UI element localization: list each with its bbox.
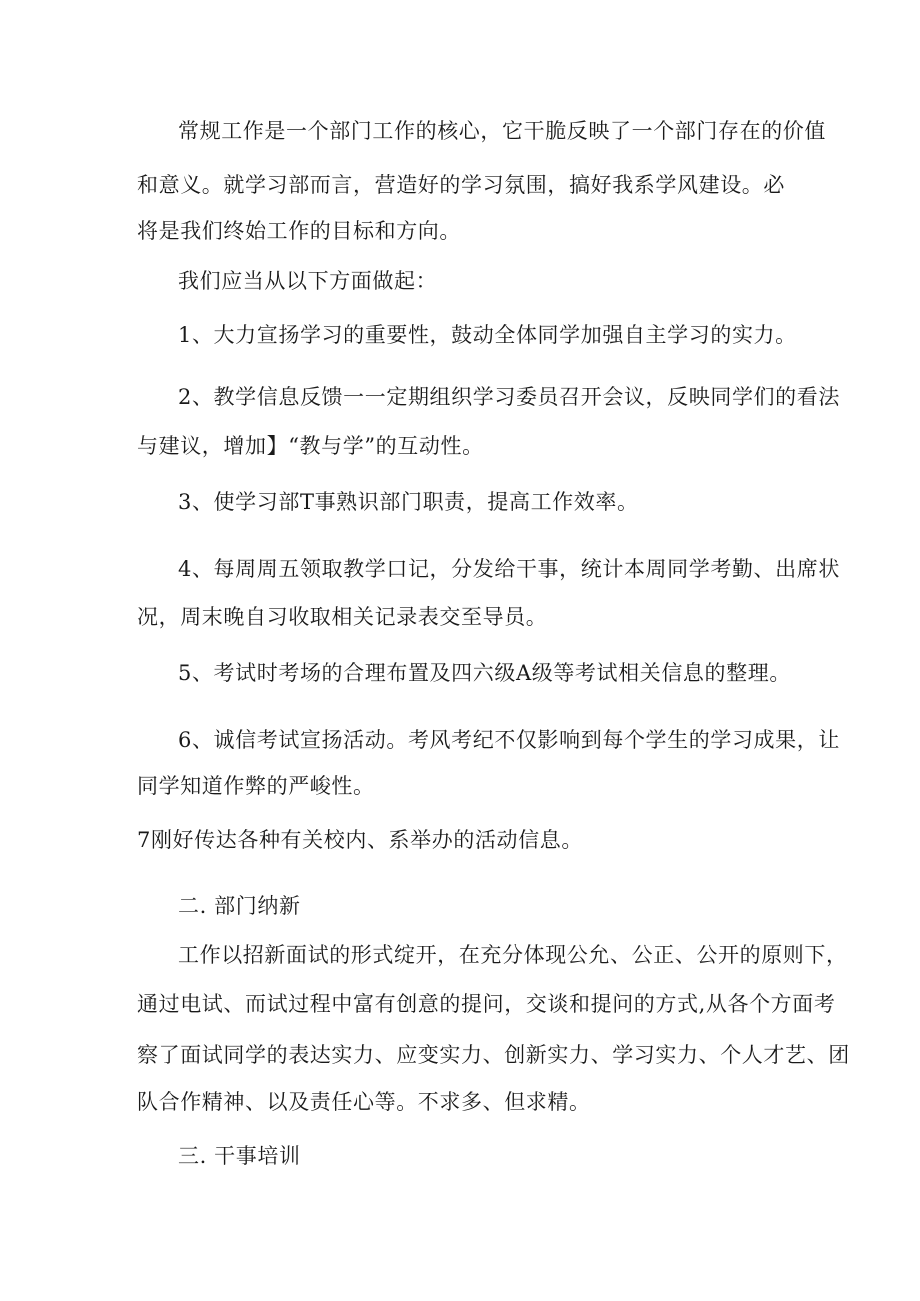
list-item-6-line-1: 6、诚信考试宣扬活动。考风考纪不仅影响到每个学生的学习成果，让: [178, 728, 840, 752]
lead-in-text: 我们应当从以下方面做起：: [178, 269, 438, 293]
section-2-body-line-1: 工作以招新面试的形式绽开，在充分体现公允、公正、公开的原则下，: [178, 943, 848, 967]
list-item-6-line-2: 同学知道作弊的严峻性。: [137, 774, 375, 798]
list-item-5: 5、考试时考场的合理布置及四六级A级等考试相关信息的整理。: [178, 661, 791, 685]
section-2-heading: 二. 部门纳新: [178, 894, 301, 918]
list-item-1: 1、大力宣扬学习的重要性，鼓动全体同学加强自主学习的实力。: [178, 323, 797, 347]
list-item-4-line-2: 况，周末晚自习收取相关记录表交至导员。: [137, 605, 548, 629]
list-item-4-line-1: 4、每周周五领取教学口记，分发给干事，统计本周同学考勤、出席状: [178, 557, 840, 581]
section-2-body-line-4: 队合作精神、以及责任心等。不求多、但求精。: [137, 1090, 591, 1114]
paragraph-intro-line-3: 将是我们终始工作的目标和方向。: [137, 219, 461, 243]
list-item-7: 7刚好传达各种有关校内、系举办的活动信息。: [137, 828, 583, 852]
paragraph-intro-line-1: 常规工作是一个部门工作的核心，它干脆反映了一个部门存在的价值: [178, 119, 826, 143]
section-3-heading: 三. 干事培训: [178, 1144, 301, 1168]
section-2-body-line-2: 通过电试、而试过程中富有创意的提问，交谈和提问的方式,从各个方面考: [137, 992, 836, 1016]
list-item-2-line-1: 2、教学信息反馈一一定期组织学习委员召开会议，反映同学们的看法: [178, 385, 840, 409]
section-2-body-line-3: 察了面试同学的表达实力、应变实力、创新实力、学习实力、个人才艺、团: [137, 1043, 850, 1067]
list-item-3: 3、使学习部T事熟识部门职责，提高工作效率。: [178, 490, 639, 514]
paragraph-intro-line-2: 和意义。就学习部而言，营造好的学习氛围，搞好我系学风建设。必: [137, 173, 785, 197]
list-item-2-line-2: 与建议，增加】“教与学”的互动性。: [137, 434, 484, 458]
